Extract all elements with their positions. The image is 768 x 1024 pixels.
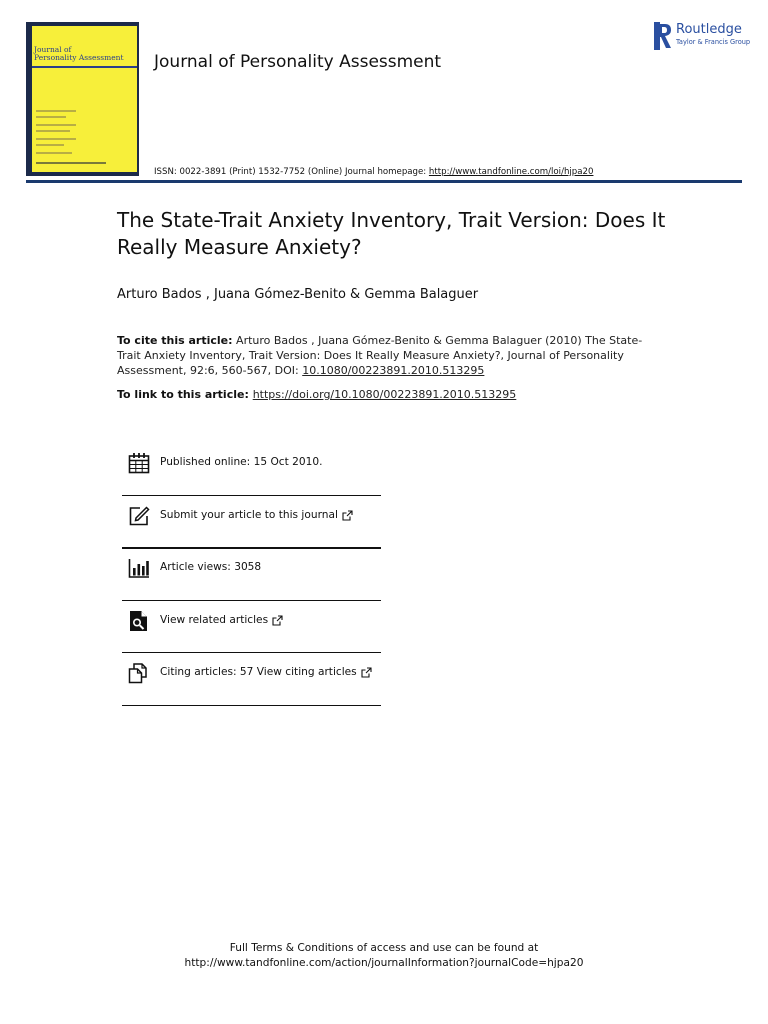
bar-chart-icon [128, 557, 150, 579]
external-link-icon [361, 667, 372, 678]
external-link-icon [342, 510, 353, 521]
terms-footer: Full Terms & Conditions of access and use can be found at http://www.tandfonline.com/action/journalInformation?journalCode=hjpa20 [0, 941, 768, 971]
terms-link[interactable]: http://www.tandfonline.com/action/journalInformation?journalCode=hjpa20 [184, 957, 584, 969]
edit-icon [128, 505, 150, 527]
submit-article-link[interactable]: Submit your article to this journal [160, 509, 353, 521]
info-divider [122, 600, 381, 601]
published-online-text: Published online: 15 Oct 2010. [160, 456, 323, 468]
routledge-logo-icon [654, 22, 672, 50]
journal-homepage-link[interactable]: http://www.tandfonline.com/loi/hjpa20 [428, 167, 594, 177]
journal-name: Journal of Personality Assessment [154, 52, 442, 72]
citing-documents-icon [128, 662, 150, 684]
journal-cover-image [26, 22, 139, 176]
article-doi-link[interactable]: https://doi.org/10.1080/00223891.2010.513295 [252, 388, 517, 401]
info-divider [122, 652, 381, 653]
publisher-subtitle: Taylor & Francis Group [676, 38, 751, 46]
published-online-row [124, 452, 381, 492]
citing-articles-row[interactable] [124, 662, 381, 702]
article-views-text: Article views: 3058 [160, 561, 262, 573]
article-authors: Arturo Bados , Juana Gómez-Benito & Gemma Balaguer [117, 287, 479, 302]
article-link-line: To link to this article: https://doi.org/10.1080/00223891.2010.513295 [117, 388, 517, 401]
publisher-name: Routledge [676, 22, 742, 37]
info-divider [122, 705, 381, 706]
submit-article-row[interactable] [124, 505, 381, 545]
citation-block: To cite this article: Arturo Bados , Juana Gómez-Benito & Gemma Balaguer (2010) The State-Trait Anxiety Inventory, Trait Version: Does It Really Measure Anxiety?, Journal of Personality Assessment, 92:6, 560-567, DOI: 10.1080/00223891.2010.513295 [117, 334, 643, 377]
issn-line: ISSN: 0022-3891 (Print) 1532-7752 (Online) Journal homepage: http://www.tandfonline.com/loi/hjpa20 [154, 167, 594, 177]
cover-title: Journal of Personality Assessment [34, 45, 124, 62]
related-articles-row[interactable] [124, 610, 381, 650]
citing-articles-link[interactable]: Citing articles: 57 View citing articles [160, 666, 372, 678]
header-divider [26, 180, 742, 183]
related-articles-link[interactable]: View related articles [160, 614, 283, 626]
article-views-row [124, 557, 381, 597]
info-divider [122, 495, 381, 496]
external-link-icon [272, 615, 283, 626]
search-document-icon [128, 610, 150, 632]
info-divider [122, 547, 381, 549]
article-title: The State-Trait Anxiety Inventory, Trait Version: Does It Really Measure Anxiety? [117, 208, 666, 259]
citation-doi-link[interactable]: 10.1080/00223891.2010.513295 [302, 364, 485, 377]
calendar-icon [128, 452, 150, 474]
